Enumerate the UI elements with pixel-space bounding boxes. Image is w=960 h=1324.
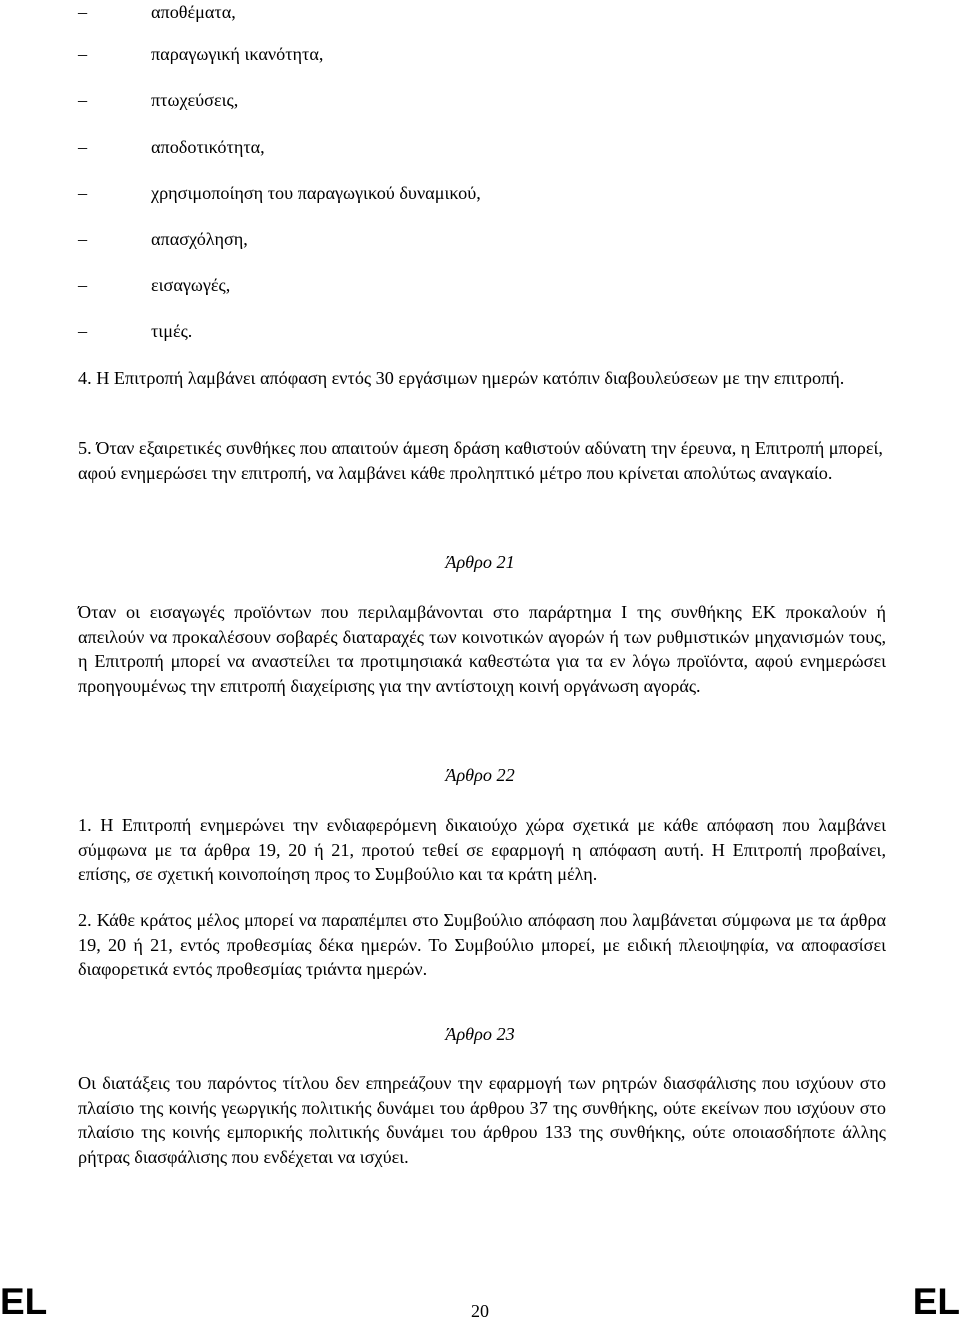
list-item-text: παραγωγική ικανότητα,: [151, 44, 324, 64]
article-21-title: Άρθρο 21: [445, 552, 515, 572]
list-item: [0, 90, 960, 114]
list-item-text: αποθέματα,: [151, 2, 236, 22]
dash-marker: –: [78, 229, 88, 249]
list-item-text: χρησιμοποίηση του παραγωγικού δυναμικού,: [151, 183, 481, 203]
dash-marker: –: [78, 275, 88, 295]
article-21-text: Όταν οι εισαγωγές προϊόντων που περιλαμβάνονται στο παράρτημα Ι της συνθήκης ΕΚ προκαλούν ή απειλούν να προκαλέσουν σοβαρές διαταραχές των κοινοτικών αγορών ή των ρυθμιστικών μηχανισμών τους, η Επιτροπή μπορεί να αναστείλει τα προτιμησιακά καθεστώτα για τα εν λόγω προϊόντα, αφού ενημερώσει προηγουμένως την επιτροπή διαχείρισης για την αντίστοιχη κοινή οργάνωση αγοράς.: [78, 602, 886, 696]
list-item-text: αποδοτικότητα,: [151, 137, 265, 157]
list-item: [0, 44, 960, 68]
article-22-paragraph-1: 1. Η Επιτροπή ενημερώνει την ενδιαφερόμενη δικαιούχο χώρα σχετικά με κάθε απόφαση που λαμβάνει σύμφωνα με τα άρθρα 19, 20 ή 21, προτού τεθεί σε εφαρμογή η απόφαση αυτή. Η Επιτροπή προβαίνει, επίσης, σε σχετική κοινοποίηση προς το Συμβούλιο και τα κράτη μέλη.: [78, 815, 886, 884]
article-23-title: Άρθρο 23: [445, 1024, 515, 1044]
page-number: 20: [471, 1301, 489, 1321]
list-item: [0, 321, 960, 345]
list-item: [0, 183, 960, 207]
footer-language-right: EL: [912, 1281, 960, 1322]
article-22-title: Άρθρο 22: [445, 765, 515, 785]
list-item: [0, 229, 960, 253]
list-item-text: εισαγωγές,: [151, 275, 231, 295]
dash-marker: –: [78, 321, 88, 341]
article-23-text: Οι διατάξεις του παρόντος τίτλου δεν επηρεάζουν την εφαρμογή των ρητρών διασφάλισης που ισχύουν στο πλαίσιο της κοινής γεωργικής πολιτικής δυνάμει του άρθρου 37 της συνθήκης, ούτε εκείνων που ισχύουν στο πλαίσιο της κοινής εμπορικής πολιτικής δυνάμει του άρθρου 133 της συνθήκης, ούτε οποιασδήποτε άλλης ρήτρας διασφάλισης που ενδέχεται να ισχύει.: [78, 1073, 886, 1167]
footer-language-left: EL: [0, 1281, 48, 1322]
list-item-text: απασχόληση,: [151, 229, 248, 249]
dash-marker: –: [78, 44, 88, 64]
dash-marker: –: [78, 183, 88, 203]
list-item: [0, 137, 960, 161]
dash-marker: –: [78, 2, 88, 22]
list-item: [0, 275, 960, 299]
article-22-paragraph-2: 2. Κάθε κράτος μέλος μπορεί να παραπέμπει στο Συμβούλιο απόφαση που λαμβάνεται σύμφωνα με τα άρθρα 19, 20 ή 21, εντός προθεσμίας δέκα ημερών. Το Συμβούλιο μπορεί, με ειδική πλειοψηφία, να αποφασίσει διαφορετικά εντός προθεσμίας τριάντα ημερών.: [78, 910, 886, 979]
dash-marker: –: [78, 90, 88, 110]
dash-marker: –: [78, 137, 88, 157]
paragraph-5: 5. Όταν εξαιρετικές συνθήκες που απαιτούν άμεση δράση καθιστούν αδύνατη την έρευνα, η Επιτροπή μπορεί, αφού ενημερώσει την επιτροπή, να λαμβάνει κάθε προληπτικό μέτρο που κρίνεται απολύτως αναγκαίο.: [78, 438, 883, 483]
list-item-text: πτωχεύσεις,: [151, 90, 239, 110]
list-item-text: τιμές.: [151, 321, 193, 341]
paragraph-4: 4. Η Επιτροπή λαμβάνει απόφαση εντός 30 εργάσιμων ημερών κατόπιν διαβουλεύσεων με την επιτροπή.: [78, 368, 845, 388]
list-item: [0, 2, 960, 26]
